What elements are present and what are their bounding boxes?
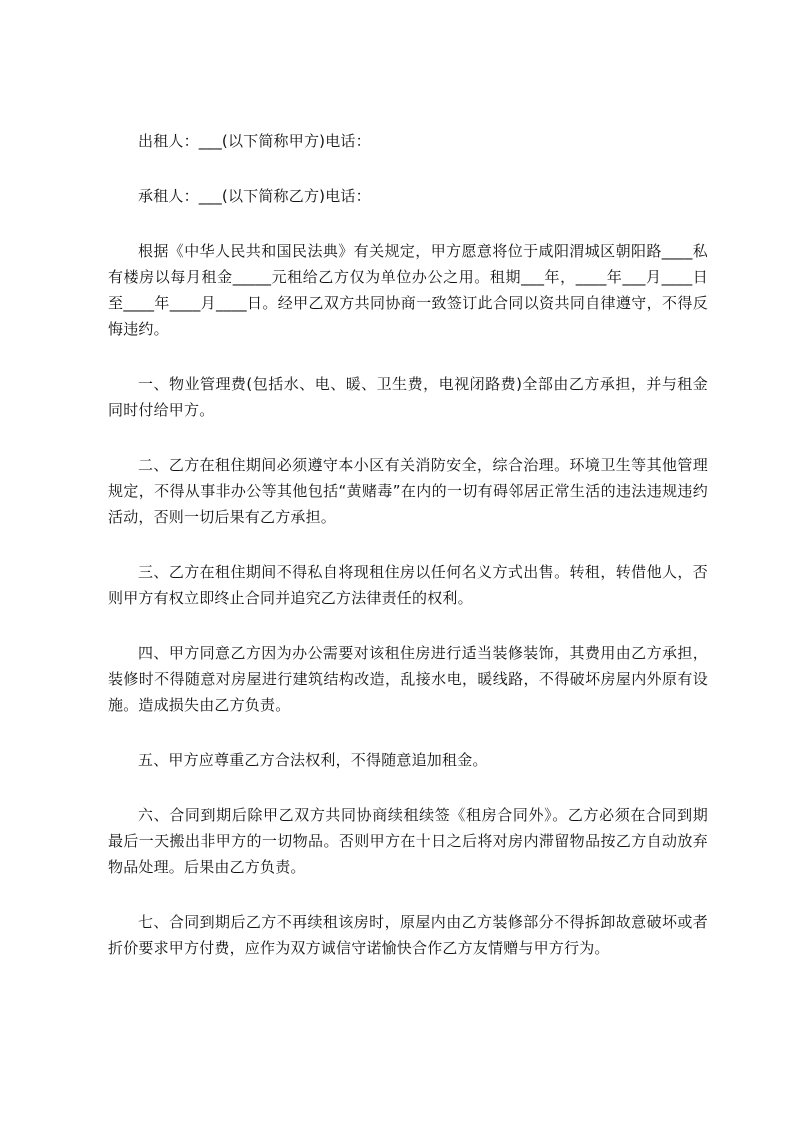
- clause-6: 六、合同到期后除甲乙双方共同协商续租续签《租房合同外》。乙方必须在合同到期最后一天搬出非甲方的一切物品。否则甲方在十日之后将对房内滞留物品按乙方自动放弃物品处理。后果由乙方负责。: [108, 806, 708, 876]
- clause-3: 三、乙方在租住期间不得私自将现租住房以任何名义方式出售。转租，转借他人，否则甲方有权立即终止合同并追究乙方法律责任的权利。: [108, 563, 708, 607]
- clause-2: 二、乙方在租住期间必须遵守本小区有关消防安全，综合治理。环境卫生等其他管理规定，不得从事非办公等其他包括“黄赌毒”在内的一切有碍邻居正常生活的违法违规违约活动，否则一切后果有乙方承担。: [108, 456, 708, 526]
- lessee-line: 承租人：___(以下简称乙方)电话：: [138, 187, 371, 205]
- clause-1: 一、物业管理费(包括水、电、暖、卫生费，电视闭路费)全部由乙方承担，并与租金同时付给甲方。: [108, 375, 708, 419]
- intro-paragraph: 根据《中华人民共和国民法典》有关规定，甲方愿意将位于咸阳渭城区朝阳路____私有楼房以每月租金_____元租给乙方仅为单位办公之用。租期___年，____年___月____日至____年____月____日。经甲乙双方共同协商一致签订此合同以资共同自律遵守，不得反悔违约。: [108, 242, 708, 338]
- clause-4: 四、甲方同意乙方因为办公需要对该租住房进行适当装修装饰，其费用由乙方承担，装修时不得随意对房屋进行建筑结构改造，乱接水电，暖线路，不得破坏房屋内外原有设施。造成损失由乙方负责。: [108, 644, 708, 714]
- clause-7: 七、合同到期后乙方不再续租该房时，原屋内由乙方装修部分不得拆卸故意破坏或者折价要求甲方付费，应作为双方诚信守诺愉快合作乙方友情赠与甲方行为。: [108, 913, 708, 957]
- clause-5: 五、甲方应尊重乙方合法权利，不得随意追加租金。: [138, 751, 488, 769]
- document-body: [108, 128, 708, 990]
- lessor-line: 出租人：___(以下简称甲方)电话：: [138, 132, 371, 150]
